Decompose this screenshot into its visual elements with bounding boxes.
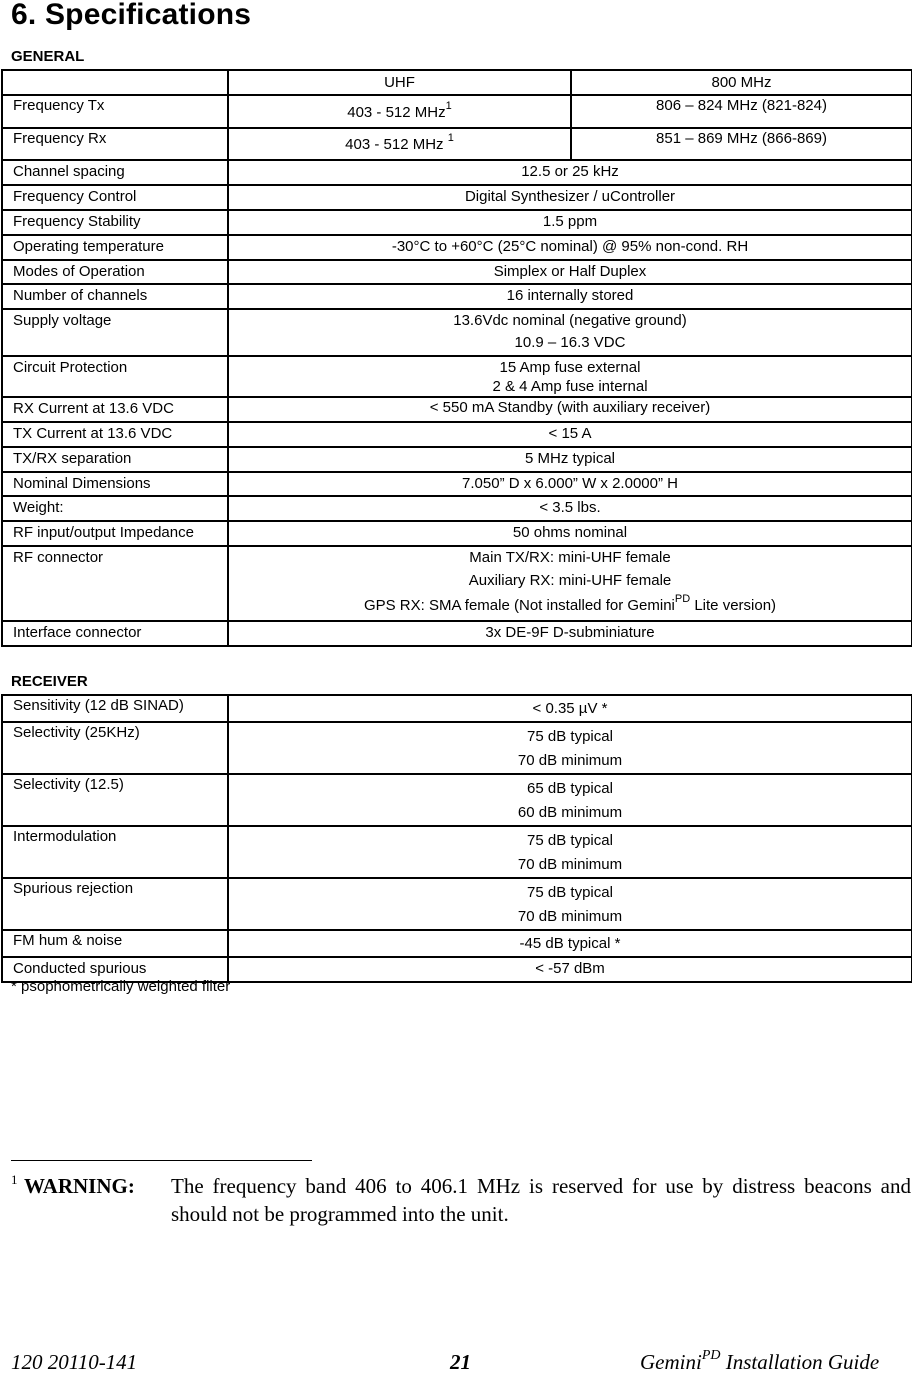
footer-doc-number: 120 20110-141 [11, 1350, 138, 1374]
table-row [2, 521, 912, 546]
selectivity-25-value-1: 75 dB typical [527, 728, 613, 745]
table-row [2, 546, 912, 621]
fm-hum-label: FM hum & noise [13, 932, 123, 949]
rx-current-value: < 550 mA Standby (with auxiliary receiver) [429, 399, 711, 416]
footnote-text: The frequency band 406 to 406.1 MHz is reserved for use by distress beacons and should not be programmed into the unit. [171, 1174, 911, 1226]
table-row [2, 621, 912, 646]
table-row [2, 235, 912, 260]
spurious-rejection-value-2: 70 dB minimum [517, 908, 623, 925]
channel-spacing-value: 12.5 or 25 kHz [521, 163, 619, 180]
rx-current-label: RX Current at 13.6 VDC [13, 400, 174, 417]
table-row [2, 356, 912, 397]
rf-connector-value-1: Main TX/RX: mini-UHF female [469, 549, 671, 566]
cell-value [571, 128, 912, 160]
spurious-rejection-value-1: 75 dB typical [527, 884, 613, 901]
selectivity-12-value-1: 65 dB typical [527, 780, 613, 797]
impedance-value: 50 ohms nominal [512, 524, 628, 541]
footnote-reference: 1 [447, 132, 454, 144]
cell-value [228, 128, 571, 160]
frequency-rx-uhf: 403 - 512 MHz [345, 136, 448, 153]
dimensions-value: 7.050” D x 6.000” W x 2.0000” H [462, 475, 678, 492]
table-row [2, 210, 912, 235]
table-row [2, 284, 912, 309]
footer-guide-title: Gemini$^{PD}$ Installation Guide [640, 1348, 880, 1374]
table-row [2, 496, 912, 521]
column-header-800-text: 800 MHz [711, 74, 772, 91]
tx-current-label: TX Current at 13.6 VDC [13, 425, 173, 442]
page-title: 6. Specifications [11, 0, 252, 31]
separation-label: TX/RX separation [13, 450, 132, 467]
frequency-rx-800: 851 – 869 MHz (866-869) [656, 130, 827, 147]
weighting-note: * psophometrically weighted filter [11, 978, 231, 995]
table-row [2, 878, 912, 930]
cell-value [228, 95, 571, 128]
conducted-spurious-value: < -57 dBm [535, 960, 605, 977]
supply-voltage-value-1: 13.6Vdc nominal (negative ground) [453, 312, 687, 329]
operating-temperature-value: -30°C to +60°C (25°C nominal) @ 95% non-cond. RH [391, 238, 749, 255]
supply-voltage-value-2: 10.9 – 16.3 VDC [514, 334, 626, 351]
circuit-protection-value-1: 15 Amp fuse external [499, 359, 641, 376]
modes-value: Simplex or Half Duplex [493, 263, 647, 280]
footnote-divider [11, 1160, 312, 1161]
table-row [2, 70, 912, 95]
channel-spacing-label: Channel spacing [13, 163, 125, 180]
dimensions-label: Nominal Dimensions [13, 475, 151, 492]
selectivity-12-label: Selectivity (12.5) [13, 776, 124, 793]
channels-value: 16 internally stored [506, 287, 634, 304]
weight-label: Weight: [13, 499, 64, 516]
table-row [2, 774, 912, 826]
intermodulation-value-2: 70 dB minimum [517, 856, 623, 873]
separation-value: 5 MHz typical [524, 450, 616, 467]
table-row [2, 160, 912, 185]
selectivity-25-label: Selectivity (25KHz) [13, 724, 140, 741]
table-row [2, 722, 912, 774]
row-label [2, 128, 228, 160]
frequency-control-label: Frequency Control [13, 188, 137, 205]
rf-connector-label: RF connector [13, 549, 104, 566]
frequency-stability-label: Frequency Stability [13, 213, 141, 230]
empty-header-cell [2, 70, 228, 95]
selectivity-25-value-2: 70 dB minimum [517, 752, 623, 769]
receiver-spec-table [1, 694, 912, 983]
frequency-tx-label: Frequency Tx [13, 97, 105, 114]
circuit-protection-value-2: 2 & 4 Amp fuse internal [492, 378, 648, 395]
column-header-uhf [228, 70, 571, 95]
superscript-pd: PD [674, 593, 691, 605]
column-header-800 [571, 70, 912, 95]
row-label [2, 95, 228, 128]
footer-superscript-pd: PD [701, 1348, 721, 1363]
footnote-label: WARNING: [24, 1174, 135, 1198]
table-row [2, 260, 912, 284]
frequency-tx-800: 806 – 824 MHz (821-824) [656, 97, 827, 114]
sensitivity-value: < 0.35 µV * [532, 700, 608, 717]
interface-connector-value: 3x DE-9F D-subminiature [485, 624, 655, 641]
weight-value: < 3.5 lbs. [539, 499, 601, 516]
cell-value [571, 95, 912, 128]
supply-voltage-label: Supply voltage [13, 312, 112, 329]
impedance-label: RF input/output Impedance [13, 524, 194, 541]
interface-connector-label: Interface connector [13, 624, 142, 641]
rf-connector-value-2: Auxiliary RX: mini-UHF female [468, 572, 672, 589]
frequency-rx-label: Frequency Rx [13, 130, 107, 147]
general-spec-table [1, 69, 912, 647]
table-row [2, 447, 912, 472]
tx-current-value: < 15 A [548, 425, 592, 442]
fm-hum-value: -45 dB typical * [519, 935, 621, 952]
spurious-rejection-label: Spurious rejection [13, 880, 134, 897]
table-row [2, 128, 912, 160]
receiver-heading: RECEIVER [11, 673, 88, 690]
table-row [2, 397, 912, 422]
general-heading: GENERAL [11, 48, 85, 65]
table-row [2, 472, 912, 496]
circuit-protection-label: Circuit Protection [13, 359, 128, 376]
footnote-mark: 1 [11, 1172, 18, 1187]
table-row [2, 826, 912, 878]
selectivity-12-value-2: 60 dB minimum [517, 804, 623, 821]
sensitivity-label: Sensitivity (12 dB SINAD) [13, 697, 184, 714]
table-row [2, 185, 912, 210]
channels-label: Number of channels [13, 287, 148, 304]
frequency-stability-value: 1.5 ppm [542, 213, 598, 230]
footer-page-number: 21 [450, 1350, 471, 1374]
column-header-uhf-text: UHF [384, 74, 415, 91]
operating-temperature-label: Operating temperature [13, 238, 164, 255]
table-row [2, 422, 912, 447]
table-row [2, 695, 912, 722]
modes-label: Modes of Operation [13, 263, 145, 280]
footnote-reference: 1 [445, 100, 452, 112]
table-row [2, 930, 912, 957]
table-row [2, 95, 912, 128]
frequency-control-value: Digital Synthesizer / uController [464, 188, 676, 205]
rf-connector-value-3: GPS RX: SMA female (Not installed for Gemini$^{PD}$ Lite version) [363, 593, 777, 614]
intermodulation-label: Intermodulation [13, 828, 117, 845]
intermodulation-value-1: 75 dB typical [527, 832, 613, 849]
table-row [2, 309, 912, 356]
conducted-spurious-label: Conducted spurious [13, 960, 147, 977]
frequency-tx-uhf: 403 - 512 MHz [347, 104, 446, 121]
